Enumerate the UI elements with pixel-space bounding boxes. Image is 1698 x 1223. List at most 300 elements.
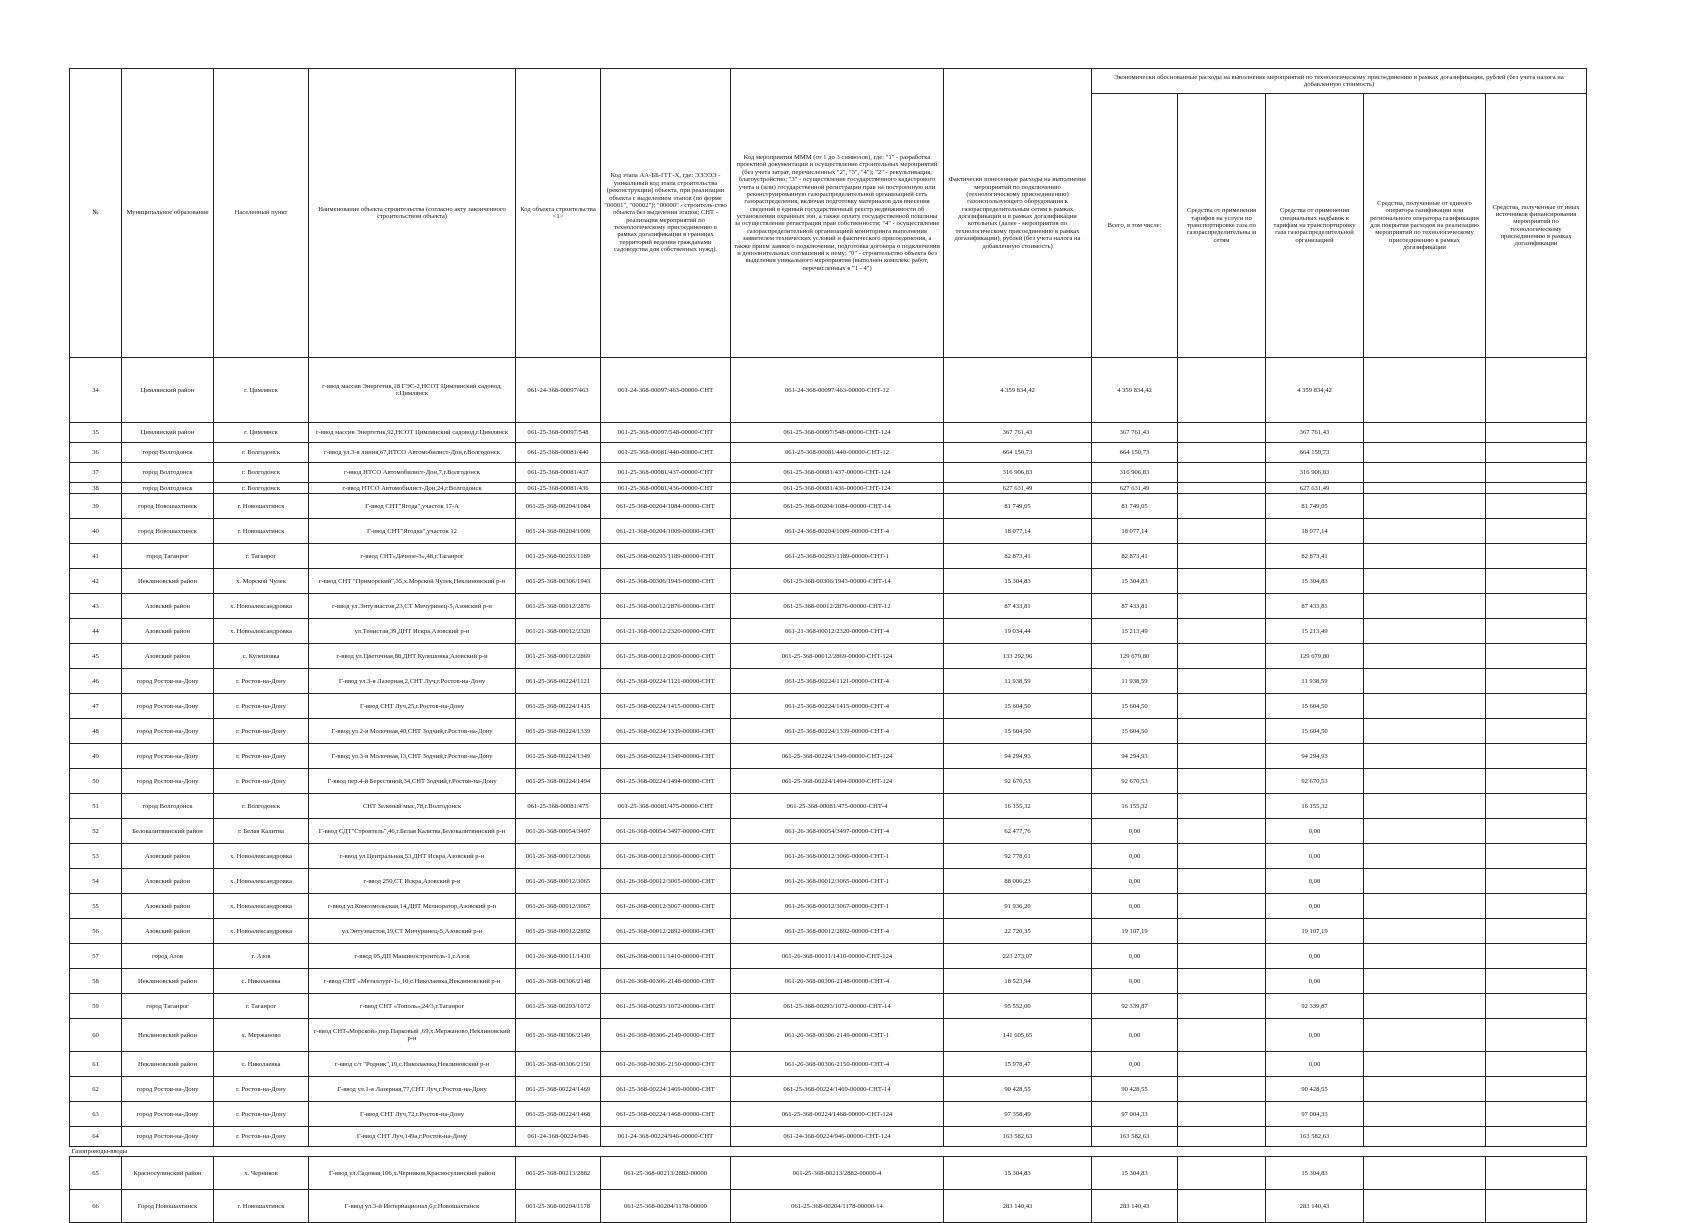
cell-stage-code: 061-26-368-00012/3065-00000-СНТ [601, 869, 731, 894]
cell-stage-code: 061-25-368-00224/1349-00000-СНТ [601, 744, 731, 769]
cell-municipality: город Волгодонск [122, 483, 214, 494]
table-row [70, 669, 1587, 694]
cell-num: 58 [70, 969, 122, 994]
cell-object-code: 061-25-368-00224/1415 [516, 694, 601, 719]
cell-object-code: 061-25-368-00224/1469 [516, 1077, 601, 1102]
cell-other-sources [1486, 844, 1587, 869]
cell-municipality: Город Новошахтинск [122, 1190, 214, 1223]
cell-object-code: 061-26-368-00306/2148 [516, 969, 601, 994]
cell-event-code: 061-25-368-00293/1072-00000-СНТ-14 [731, 994, 944, 1019]
cell-object-name: г-ввод ул.Цветочная,88,ДНТ Кулешовка,Азовский р-н [309, 644, 516, 669]
cell-num: 57 [70, 944, 122, 969]
cell-actual-costs: 15 304,83 [944, 1157, 1092, 1190]
cell-event-code: 061-26-368-00011/1410-00000-СНТ-124 [731, 944, 944, 969]
cell-actual-costs: 82 873,41 [944, 544, 1092, 569]
cell-settlement: х. Черников [214, 1157, 309, 1190]
cell-event-code: 061-26-368-00012/3065-00000-СНТ-1 [731, 869, 944, 894]
cell-municipality: город Ростов-на-Дону [122, 719, 214, 744]
cell-event-code: 061-25-368-00012/2876-00000-СНТ-12 [731, 594, 944, 619]
cell-tariff-transport [1178, 919, 1266, 944]
cell-special-markups: 19 107,19 [1266, 919, 1364, 944]
cell-stage-code: 061-24-368-00097/463-00000-СНТ [601, 358, 731, 423]
cell-num: 34 [70, 358, 122, 423]
cell-single-operator [1364, 1052, 1486, 1077]
cell-settlement: г. Таганрог [214, 994, 309, 1019]
cell-num: 40 [70, 519, 122, 544]
cell-other-sources [1486, 1127, 1587, 1147]
cell-municipality: Неклиновский район [122, 1019, 214, 1052]
cell-object-code: 061-25-368-00081/437 [516, 463, 601, 483]
cell-municipality: город Азов [122, 944, 214, 969]
cell-municipality: город Ростов-на-Дону [122, 744, 214, 769]
cell-tariff-transport [1178, 669, 1266, 694]
cell-actual-costs: 97 358,49 [944, 1102, 1092, 1127]
cell-object-code: 061-25-368-00012/2876 [516, 594, 601, 619]
cell-actual-costs: 94 294,93 [944, 744, 1092, 769]
cell-actual-costs: 15 978,47 [944, 1052, 1092, 1077]
cell-municipality: Белокалитвинский район [122, 819, 214, 844]
cell-special-markups: 15 213,49 [1266, 619, 1364, 644]
cell-special-markups: 18 077,14 [1266, 519, 1364, 544]
cell-stage-code: 061-21-368-00012/2320-00000-СНТ [601, 619, 731, 644]
cell-special-markups: 0,00 [1266, 894, 1364, 919]
cell-event-code: 061-25-368-00293/1189-00000-СНТ-1 [731, 544, 944, 569]
cell-total: 0,00 [1092, 869, 1178, 894]
cell-settlement: г. Ростов-на-Дону [214, 669, 309, 694]
cell-object-code: 061-21-368-00012/2320 [516, 619, 601, 644]
cell-tariff-transport [1178, 719, 1266, 744]
cell-settlement: с. Кулешовка [214, 644, 309, 669]
cell-single-operator [1364, 619, 1486, 644]
col-stage-code-header: Код этапа АА-ББ-ГГГ-Х, где: ЭЭЭЭЭ - уникальный код этапа строительства (реконструкции) объекта, при реализации объекта с выделением этапов (по форме "00001", "00002"); "00000" - строитель-ство объекта без выделения этапов; СНТ - реализация мероприятий по технологическому присоединению в рамках догазификации в границах территорий ведения гражданами садоводства для собственных нужд). [601, 69, 731, 358]
cell-object-name: г-ввод СНТ «Тополь»,24/3,г.Таганрог [309, 994, 516, 1019]
table-row [70, 483, 1587, 494]
table-row [70, 1190, 1587, 1223]
cell-settlement: с. Николаевка [214, 1052, 309, 1077]
cell-num: 60 [70, 1019, 122, 1052]
cell-settlement: г. Ростов-на-Дону [214, 1077, 309, 1102]
cell-settlement: х. Новоалександровка [214, 594, 309, 619]
cell-actual-costs: 141 605,65 [944, 1019, 1092, 1052]
cell-object-name: г-ввод 95,ДП Машиностроитель-1,г.Азов [309, 944, 516, 969]
cell-single-operator [1364, 919, 1486, 944]
cell-settlement: г. Белая Калитва [214, 819, 309, 844]
table-header [70, 69, 1587, 358]
cell-single-operator [1364, 719, 1486, 744]
cell-special-markups: 94 294,93 [1266, 744, 1364, 769]
cell-object-name: Г-ввод СНТ Луч,25,г.Ростов-на-Дону [309, 694, 516, 719]
cell-municipality: город Новошахтинск [122, 494, 214, 519]
cell-stage-code: 061-25-368-00081/437-00000-СНТ [601, 463, 731, 483]
cell-settlement: г. Новошахтинск [214, 494, 309, 519]
cell-special-markups: 163 582,63 [1266, 1127, 1364, 1147]
cell-num: 41 [70, 544, 122, 569]
cell-tariff-transport [1178, 794, 1266, 819]
cell-single-operator [1364, 494, 1486, 519]
cell-settlement: г. Волгодонск [214, 463, 309, 483]
cell-tariff-transport [1178, 894, 1266, 919]
cell-settlement: г. Новошахтинск [214, 519, 309, 544]
cell-object-code: 061-26-368-00054/3497 [516, 819, 601, 844]
cell-municipality: город Ростов-на-Дону [122, 669, 214, 694]
cell-other-sources [1486, 1157, 1587, 1190]
cell-tariff-transport [1178, 869, 1266, 894]
cell-municipality: Неклиновский район [122, 969, 214, 994]
table-row [70, 744, 1587, 769]
cell-object-code: 061-25-368-00293/1189 [516, 544, 601, 569]
cell-single-operator [1364, 1019, 1486, 1052]
cell-other-sources [1486, 694, 1587, 719]
cell-municipality: город Таганрог [122, 994, 214, 1019]
table-row [70, 694, 1587, 719]
cell-total: 367 761,43 [1092, 423, 1178, 443]
cell-object-code: 061-25-368-00293/1072 [516, 994, 601, 1019]
cell-other-sources [1486, 644, 1587, 669]
cell-stage-code: 061-26-368-00012/3067-00000-СНТ [601, 894, 731, 919]
cell-single-operator [1364, 819, 1486, 844]
table-row [70, 869, 1587, 894]
cell-actual-costs: 16 155,32 [944, 794, 1092, 819]
cell-object-name: г-ввод с/т "Родник",19,с.Николаевка,Неклиновский р-н [309, 1052, 516, 1077]
cell-single-operator [1364, 1102, 1486, 1127]
cell-object-code: 061-24-368-00204/1009 [516, 519, 601, 544]
cell-event-code: 061-25-368-00224/1415-00000-СНТ-4 [731, 694, 944, 719]
cell-stage-code: 061-26-368-00011/1410-00000-СНТ [601, 944, 731, 969]
cell-settlement: х. Морской Чулек [214, 569, 309, 594]
cell-municipality: Азовский район [122, 594, 214, 619]
cell-other-sources [1486, 919, 1587, 944]
cell-tariff-transport [1178, 769, 1266, 794]
cell-special-markups: 97 004,33 [1266, 1102, 1364, 1127]
cell-object-name: г-ввод ул.Центральная,53,ДНТ Искра,Азовский р-н [309, 844, 516, 869]
cell-event-code: 061-25-368-00224/1494-00000-СНТ-124 [731, 769, 944, 794]
cell-event-code: 061-25-368-00204/1178-00000-14 [731, 1190, 944, 1223]
cell-special-markups: 82 873,41 [1266, 544, 1364, 569]
cell-total: 82 873,41 [1092, 544, 1178, 569]
cell-other-sources [1486, 794, 1587, 819]
cell-object-code: 061-24-368-00097/463 [516, 358, 601, 423]
cell-event-code: 061-26-368-00306-2150-00000-СНТ-4 [731, 1052, 944, 1077]
cell-stage-code: 061-26-368-00054/3497-00000-СНТ [601, 819, 731, 844]
cell-municipality: Азовский район [122, 894, 214, 919]
cell-total: 627 631,49 [1092, 483, 1178, 494]
cell-settlement: г. Ростов-на-Дону [214, 744, 309, 769]
cell-num: 48 [70, 719, 122, 744]
cell-special-markups: 0,00 [1266, 969, 1364, 994]
cell-special-markups: 0,00 [1266, 869, 1364, 894]
table-row [70, 1102, 1587, 1127]
cell-stage-code: 061-26-368-00306-2149-00000-СНТ [601, 1019, 731, 1052]
cell-other-sources [1486, 358, 1587, 423]
cell-stage-code: 061-25-368-00224/1468-00000-СНТ [601, 1102, 731, 1127]
table-body-2 [70, 1157, 1587, 1223]
cell-tariff-transport [1178, 463, 1266, 483]
cell-municipality: город Волгодонск [122, 794, 214, 819]
cell-object-code: 061-25-368-00012/2869 [516, 644, 601, 669]
cell-object-code: 061-25-368-00224/1121 [516, 669, 601, 694]
cell-tariff-transport [1178, 844, 1266, 869]
cell-stage-code: 061-25-368-00224/1415-00000-СНТ [601, 694, 731, 719]
cell-settlement: х. Новоалександровка [214, 894, 309, 919]
cell-single-operator [1364, 483, 1486, 494]
section-gas-inputs [70, 1147, 1587, 1157]
table-row [70, 969, 1587, 994]
cell-other-sources [1486, 1190, 1587, 1223]
cell-object-name: ул.Тенистая,39,ДНТ Искра,Азовский р-н [309, 619, 516, 644]
cell-num: 59 [70, 994, 122, 1019]
cell-tariff-transport [1178, 819, 1266, 844]
data-table [69, 68, 1587, 1223]
table-row [70, 1127, 1587, 1147]
table-row [70, 443, 1587, 463]
cell-single-operator [1364, 1190, 1486, 1223]
cell-municipality: Азовский район [122, 619, 214, 644]
cell-actual-costs: 283 140,43 [944, 1190, 1092, 1223]
cell-tariff-transport [1178, 1102, 1266, 1127]
cell-actual-costs: 22 720,35 [944, 919, 1092, 944]
cell-tariff-transport [1178, 1127, 1266, 1147]
cell-single-operator [1364, 994, 1486, 1019]
cell-tariff-transport [1178, 644, 1266, 669]
cell-event-code: 061-26-368-00054/3497-00000-СНТ-4 [731, 819, 944, 844]
cell-object-code: 061-25-368-00204/1084 [516, 494, 601, 519]
cell-special-markups: 16 155,32 [1266, 794, 1364, 819]
cell-total: 18 077,14 [1092, 519, 1178, 544]
table-row [70, 644, 1587, 669]
cell-municipality: Красносулинский район [122, 1157, 214, 1190]
col-actual-costs-header: Фактически понесенные расходы на выполнение мероприятий по подключению (технологическому присоединению) газоиспользующего оборудования к газораспределительным сетям в рамках догазификации и в рамках догазификации котельных (далее - мероприятия по технологическому присоединению в рамках догазификации), рублей (без учета налога на добавленную стоимость) [944, 69, 1092, 358]
cell-total: 0,00 [1092, 1019, 1178, 1052]
table-row [70, 358, 1587, 423]
cell-num: 36 [70, 443, 122, 463]
cell-stage-code: 061-25-368-00012/2892-00000-СНТ [601, 919, 731, 944]
cell-settlement: с. Николаевка [214, 969, 309, 994]
cell-num: 45 [70, 644, 122, 669]
cell-actual-costs: 15 304,83 [944, 569, 1092, 594]
cell-object-code: 061-25-368-00213/2882 [516, 1157, 601, 1190]
cell-single-operator [1364, 423, 1486, 443]
cell-total: 15 604,50 [1092, 694, 1178, 719]
cell-stage-code: 061-25-368-00012/2876-00000-СНТ [601, 594, 731, 619]
col-total-header: Всего, в том числе: [1092, 94, 1178, 358]
table-row [70, 463, 1587, 483]
cell-object-code: 061-25-368-00224/1349 [516, 744, 601, 769]
cell-actual-costs: 367 761,43 [944, 423, 1092, 443]
cell-object-code: 061-25-368-00012/2892 [516, 919, 601, 944]
cell-num: 61 [70, 1052, 122, 1077]
cell-settlement: г. Азов [214, 944, 309, 969]
cell-special-markups: 316 906,83 [1266, 463, 1364, 483]
cell-object-name: Г-ввод ул.2-я Молочная,40,СНТ Зодчий,г.Ростов-на-Дону [309, 719, 516, 744]
cell-num: 37 [70, 463, 122, 483]
cell-stage-code: 061-25-368-00213/2882-00000 [601, 1157, 731, 1190]
cell-total: 15 304,83 [1092, 1157, 1178, 1190]
table-row [70, 569, 1587, 594]
col-municipality-header: Муниципальное образование [122, 69, 214, 358]
cell-total: 94 294,93 [1092, 744, 1178, 769]
cell-actual-costs: 62 477,76 [944, 819, 1092, 844]
cell-total: 163 582,63 [1092, 1127, 1178, 1147]
cell-object-code: 061-25-368-00204/1178 [516, 1190, 601, 1223]
cell-total: 0,00 [1092, 944, 1178, 969]
cell-tariff-transport [1178, 1052, 1266, 1077]
cell-actual-costs: 15 604,50 [944, 694, 1092, 719]
cell-object-code: 061-26-368-00012/3066 [516, 844, 601, 869]
cell-municipality: город Волгодонск [122, 463, 214, 483]
cell-other-sources [1486, 869, 1587, 894]
cell-settlement: х. Новоалександровка [214, 869, 309, 894]
cell-object-code: 061-26-368-00306/2149 [516, 1019, 601, 1052]
cell-settlement: г. Таганрог [214, 544, 309, 569]
cell-tariff-transport [1178, 443, 1266, 463]
cell-settlement: г. Цимлянск [214, 358, 309, 423]
cell-object-name: г-ввод НТСО Автомобилист-Дон,24,г.Волгодонск [309, 483, 516, 494]
cell-object-name: Г-ввод СНТ"Ягода",участок 17-А [309, 494, 516, 519]
cell-other-sources [1486, 819, 1587, 844]
cell-actual-costs: 223 273,07 [944, 944, 1092, 969]
cell-single-operator [1364, 443, 1486, 463]
cell-stage-code: 061-25-368-00081/440-00000-СНТ [601, 443, 731, 463]
cell-event-code: 061-25-368-00224/1121-00000-СНТ-4 [731, 669, 944, 694]
cell-actual-costs: 664 150,73 [944, 443, 1092, 463]
cell-single-operator [1364, 769, 1486, 794]
table-row [70, 1077, 1587, 1102]
cell-settlement: х. Новоалександровка [214, 844, 309, 869]
cell-object-name: г-ввод ул.Комсомольская,14,ДНТ Мелиоратор,Азовский р-н [309, 894, 516, 919]
cell-stage-code: 061-24-368-00224/946-00000-СНТ [601, 1127, 731, 1147]
cell-total: 316 906,83 [1092, 463, 1178, 483]
cell-total: 87 433,81 [1092, 594, 1178, 619]
cell-other-sources [1486, 894, 1587, 919]
cell-single-operator [1364, 644, 1486, 669]
cell-other-sources [1486, 744, 1587, 769]
cell-single-operator [1364, 544, 1486, 569]
cell-total: 15 304,83 [1092, 569, 1178, 594]
cell-object-name: г-ввод 250,СТ Искра,Азовский р-н [309, 869, 516, 894]
cell-other-sources [1486, 719, 1587, 744]
cell-num: 64 [70, 1127, 122, 1147]
cell-stage-code: 061-26-368-00306-2148-00000-СНТ [601, 969, 731, 994]
cell-single-operator [1364, 944, 1486, 969]
cell-special-markups: 0,00 [1266, 819, 1364, 844]
cell-actual-costs: 91 936,20 [944, 894, 1092, 919]
table-row [70, 1019, 1587, 1052]
cell-stage-code: 061-25-368-00224/1121-00000-СНТ [601, 669, 731, 694]
cell-total: 664 150,73 [1092, 443, 1178, 463]
cell-municipality: Цимлянский район [122, 358, 214, 423]
cell-stage-code: 061-26-368-00306-2150-00000-СНТ [601, 1052, 731, 1077]
cell-event-code: 061-25-368-00081/436-00000-СНТ-124 [731, 483, 944, 494]
table-row [70, 769, 1587, 794]
cell-event-code: 061-24-368-00204/1009-00000-СНТ-4 [731, 519, 944, 544]
cell-stage-code: 061-25-368-00081/436-00000-СНТ [601, 483, 731, 494]
table-row [70, 519, 1587, 544]
cell-special-markups: 283 140,43 [1266, 1190, 1364, 1223]
cell-tariff-transport [1178, 423, 1266, 443]
cell-settlement: г. Цимлянск [214, 423, 309, 443]
cell-municipality: Неклиновский район [122, 569, 214, 594]
cell-municipality: Неклиновский район [122, 1052, 214, 1077]
cell-special-markups: 0,00 [1266, 1052, 1364, 1077]
table-row [70, 994, 1587, 1019]
cell-stage-code: 061-25-368-00204/1084-00000-СНТ [601, 494, 731, 519]
cell-municipality: город Ростов-на-Дону [122, 1102, 214, 1127]
cell-special-markups: 0,00 [1266, 844, 1364, 869]
cell-municipality: город Новошахтинск [122, 519, 214, 544]
cell-other-sources [1486, 1077, 1587, 1102]
cell-object-name: г-ввод НТСО Автомобилист-Дон,7,г.Волгодонск [309, 463, 516, 483]
cell-tariff-transport [1178, 1077, 1266, 1102]
cell-object-name: Г-ввод СНТ"Ягодка",участок 12 [309, 519, 516, 544]
cell-object-name: СНТ Зеленый мыс,78,г.Волгодонск [309, 794, 516, 819]
cell-num: 55 [70, 894, 122, 919]
cell-tariff-transport [1178, 569, 1266, 594]
cell-special-markups: 367 761,43 [1266, 423, 1364, 443]
cell-municipality: город Ростов-на-Дону [122, 694, 214, 719]
cell-num: 43 [70, 594, 122, 619]
cell-single-operator [1364, 569, 1486, 594]
cell-stage-code: 061-25-368-00293/1189-00000-СНТ [601, 544, 731, 569]
cell-tariff-transport [1178, 944, 1266, 969]
cell-actual-costs: 90 428,55 [944, 1077, 1092, 1102]
cell-total: 16 155,32 [1092, 794, 1178, 819]
table-row [70, 594, 1587, 619]
cell-other-sources [1486, 494, 1587, 519]
cell-total: 81 749,05 [1092, 494, 1178, 519]
cell-settlement: х. Новоалександровка [214, 919, 309, 944]
cell-num: 54 [70, 869, 122, 894]
table-row [70, 423, 1587, 443]
cell-tariff-transport [1178, 994, 1266, 1019]
cell-other-sources [1486, 544, 1587, 569]
cell-single-operator [1364, 794, 1486, 819]
cell-total: 11 938,59 [1092, 669, 1178, 694]
cell-actual-costs: 19 034,44 [944, 619, 1092, 644]
cell-total: 129 679,80 [1092, 644, 1178, 669]
cell-other-sources [1486, 443, 1587, 463]
cell-actual-costs: 11 938,59 [944, 669, 1092, 694]
cell-object-code: 061-26-368-00306/2150 [516, 1052, 601, 1077]
table-row [70, 944, 1587, 969]
cell-other-sources [1486, 669, 1587, 694]
cell-total: 283 140,43 [1092, 1190, 1178, 1223]
cell-municipality: Цимлянский район [122, 423, 214, 443]
cell-settlement: г. Волгодонск [214, 443, 309, 463]
cell-stage-code: 061-25-368-00306/1943-00000-СНТ [601, 569, 731, 594]
cell-special-markups: 15 304,83 [1266, 1157, 1364, 1190]
cell-actual-costs: 81 749,05 [944, 494, 1092, 519]
cell-total: 0,00 [1092, 819, 1178, 844]
cell-settlement: г. Волгодонск [214, 483, 309, 494]
cell-actual-costs: 87 433,81 [944, 594, 1092, 619]
table-row [70, 619, 1587, 644]
cell-object-name: г-ввод массив Энергетик,18 ГЭС-2,НСОТ Цимлянский садовод, г.Цимлянск [309, 358, 516, 423]
cell-total: 15 213,49 [1092, 619, 1178, 644]
cell-special-markups: 92 339,87 [1266, 994, 1364, 1019]
cell-event-code: 061-25-368-00224/1469-00000-СНТ-14 [731, 1077, 944, 1102]
cell-object-code: 061-26-368-00012/3067 [516, 894, 601, 919]
cell-single-operator [1364, 1077, 1486, 1102]
cell-special-markups: 15 604,50 [1266, 719, 1364, 744]
col-object-name-header: Наименование объекта строительства (согласно акту законченного строительством объекта) [309, 69, 516, 358]
cell-stage-code: 061-21-368-00204/1009-00000-СНТ [601, 519, 731, 544]
table-body [70, 358, 1587, 1147]
cell-actual-costs: 163 582,63 [944, 1127, 1092, 1147]
cell-total: 90 428,55 [1092, 1077, 1178, 1102]
cell-event-code: 061-25-368-00224/1468-00000-СНТ-124 [731, 1102, 944, 1127]
cell-total: 0,00 [1092, 969, 1178, 994]
cell-special-markups: 4 359 834,42 [1266, 358, 1364, 423]
